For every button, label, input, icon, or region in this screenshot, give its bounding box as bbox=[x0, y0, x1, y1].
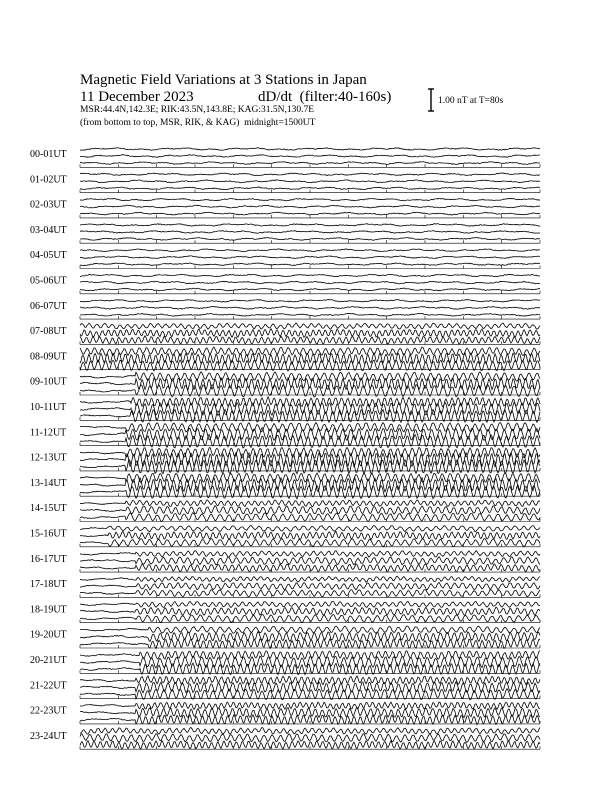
trace-kag bbox=[80, 397, 540, 407]
chart-filter: (filter:40-160s) bbox=[299, 89, 392, 105]
trace-kag bbox=[80, 727, 540, 734]
hour-label: 05-06UT bbox=[30, 275, 67, 287]
hour-label: 20-21UT bbox=[30, 655, 67, 666]
trace-kag bbox=[80, 198, 540, 200]
trace-msr bbox=[80, 212, 540, 215]
hour-label: 03-04UT bbox=[30, 224, 67, 236]
trace-kag bbox=[80, 601, 540, 607]
hour-label: 06-07UT bbox=[30, 300, 67, 312]
trace-msr bbox=[80, 162, 540, 165]
trace-kag bbox=[80, 224, 540, 227]
hour-label: 21-22UT bbox=[30, 680, 67, 692]
trace-kag bbox=[80, 626, 540, 634]
trace-kag bbox=[80, 676, 540, 685]
trace-rik bbox=[80, 306, 540, 309]
trace-msr bbox=[80, 434, 540, 448]
trace-rik bbox=[80, 353, 540, 364]
trace-rik bbox=[80, 532, 540, 540]
trace-msr bbox=[80, 288, 540, 291]
station-order: (from bottom to top, MSR, RIK, & KAG) bbox=[80, 118, 240, 128]
hour-label: 01-02UT bbox=[30, 174, 67, 186]
trace-rik bbox=[80, 180, 540, 183]
trace-rik bbox=[80, 155, 540, 158]
chart-date: 11 December 2023 bbox=[80, 89, 194, 105]
hour-label: 19-20UT bbox=[30, 629, 67, 641]
trace-kag bbox=[80, 423, 540, 433]
trace-rik bbox=[80, 582, 540, 589]
trace-kag bbox=[80, 500, 540, 507]
hour-label: 22-23UT bbox=[30, 705, 67, 717]
trace-rik bbox=[80, 256, 540, 259]
hour-label: 14-15UT bbox=[30, 503, 67, 515]
chart-quantity: dD/dt bbox=[258, 89, 293, 105]
hour-label: 23-24UT bbox=[30, 730, 67, 742]
trace-kag bbox=[80, 323, 540, 329]
trace-msr bbox=[80, 459, 540, 473]
trace-kag bbox=[80, 274, 540, 276]
trace-rik bbox=[80, 231, 540, 234]
trace-kag bbox=[80, 347, 540, 356]
trace-msr bbox=[80, 263, 540, 266]
trace-msr bbox=[80, 614, 540, 622]
station-coordinates: MSR:44.4N,142.3E; RIK:43.5N,143.8E; KAG:31.5N,130.7E bbox=[80, 105, 315, 115]
hour-label: 12-13UT bbox=[30, 452, 67, 464]
trace-msr bbox=[80, 336, 540, 344]
trace-kag bbox=[80, 525, 540, 531]
midnight-note: midnight=1500UT bbox=[244, 118, 316, 128]
trace-kag bbox=[80, 173, 540, 176]
hour-label: 17-18UT bbox=[30, 579, 67, 591]
hour-label: 08-09UT bbox=[30, 351, 67, 363]
trace-rik bbox=[80, 734, 540, 743]
hour-label: 07-08UT bbox=[30, 326, 67, 338]
hour-label: 18-19UT bbox=[30, 604, 67, 616]
trace-msr bbox=[80, 313, 540, 316]
hour-label: 10-11UT bbox=[30, 402, 67, 413]
trace-rik bbox=[80, 205, 540, 208]
trace-kag bbox=[80, 651, 540, 660]
hour-label: 02-03UT bbox=[30, 199, 67, 211]
hour-label: 16-17UT bbox=[30, 553, 67, 565]
trace-kag bbox=[80, 148, 540, 151]
hour-label: 09-10UT bbox=[30, 376, 67, 388]
trace-msr bbox=[80, 238, 540, 241]
trace-rik bbox=[80, 557, 540, 565]
trace-kag bbox=[80, 249, 540, 252]
trace-kag bbox=[80, 551, 540, 558]
chart-title: Magnetic Field Variations at 3 Stations in Japan bbox=[80, 72, 367, 88]
hour-label: 11-12UT bbox=[30, 427, 67, 439]
trace-rik bbox=[80, 281, 540, 284]
trace-msr bbox=[80, 187, 540, 190]
trace-kag bbox=[80, 447, 540, 457]
hour-label: 00-01UT bbox=[30, 149, 67, 160]
hour-label: 15-16UT bbox=[30, 528, 67, 540]
hour-label: 13-14UT bbox=[30, 477, 67, 489]
trace-kag bbox=[80, 576, 540, 582]
trace-kag bbox=[80, 473, 540, 483]
scale-label: 1.00 nT at T=80s bbox=[438, 96, 504, 106]
trace-rik bbox=[80, 607, 540, 615]
hour-label: 04-05UT bbox=[30, 250, 67, 262]
trace-rik bbox=[80, 632, 540, 642]
trace-rik bbox=[80, 329, 540, 338]
trace-kag bbox=[80, 299, 540, 302]
